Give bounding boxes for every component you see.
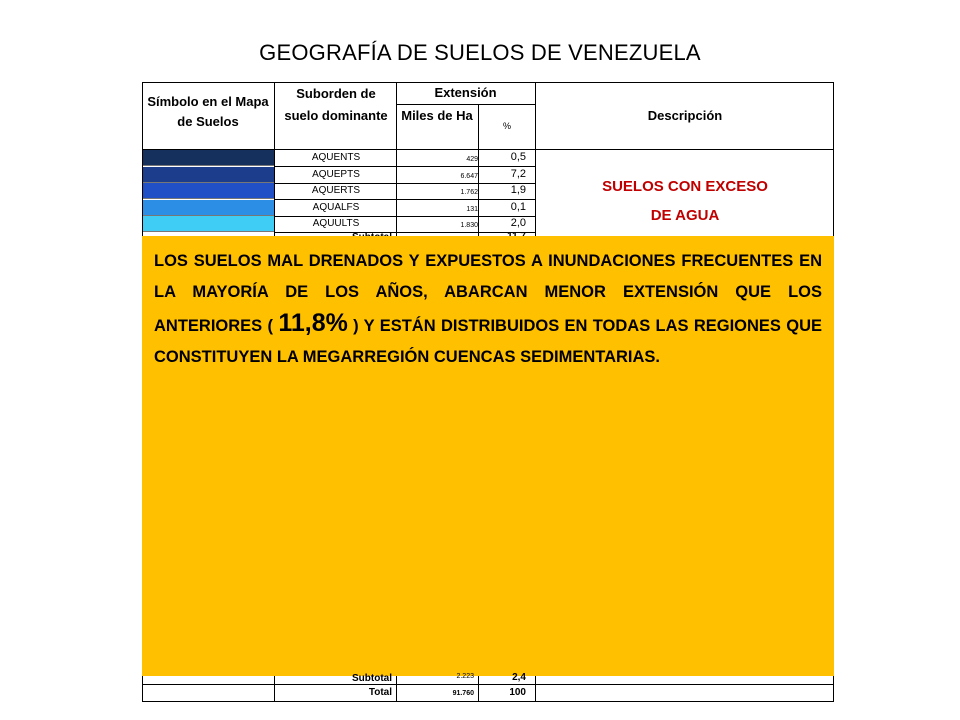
subtotal-label: Subtotal [352,673,392,684]
suborder-cell: AQUEPTS [312,168,360,180]
suborder-cell: AQUALFS [312,201,360,213]
subtotal-percent: 2,4 [512,672,526,683]
legend-swatch [143,200,274,216]
percent-cell: 2,0 [510,217,526,229]
percent-cell: 0,1 [510,200,526,213]
header-suborder: Suborden de suelo dominante [284,86,388,123]
callout-text-start: LOS SUELOS MAL DRENADOS Y EXPUESTOS A INUNDACIONES FRECUENTES EN LA MAYORÍA DE LOS AÑOS, ABARCAN MENOR EXTENSIÓN QUE LOS ANTERIORES ( [154,252,822,335]
header-percent: % [502,121,511,131]
suborder-cell: AQUERTS [311,185,361,196]
table-bottom-line [142,701,834,702]
header-description: Descripción [647,108,723,123]
thousands-ha-cell: 6.647 [460,172,478,180]
legend-swatch [143,216,274,232]
legend-swatch [143,167,274,183]
suborder-cell: AQUULTS [312,218,360,229]
description-line: SUELOS CON EXCESO [602,178,768,195]
header-thousands-ha: Miles de Ha [401,108,473,123]
callout-text [154,246,822,373]
percent-cell: 1,9 [510,184,526,196]
percent-cell: 7,2 [510,167,526,180]
header-symbol: Símbolo en el Mapa de Suelos [147,94,269,129]
callout-box [142,236,834,676]
percent-cell: 0,5 [510,151,526,163]
suborder-cell: AQUENTS [311,152,361,163]
description-cell [536,172,834,230]
total-label: Total [368,687,392,698]
total-value: 91.760 [452,690,474,697]
callout-text-end: ) Y ESTÁN DISTRIBUIDOS EN TODAS LAS REGIONES QUE CONSTITUYEN LA MEGARREGIÓN CUENCAS SEDIMENTARIAS. [154,317,823,366]
callout-highlight: 11,8% [278,309,348,337]
legend-swatch [143,183,274,199]
thousands-ha-cell: 1.830 [460,222,478,229]
total-percent: 100 [509,687,526,698]
thousands-ha-cell: 1.762 [460,189,478,196]
subtotal-value: 2.223 [456,673,474,680]
page-title: GEOGRAFÍA DE SUELOS DE VENEZUELA [259,40,701,65]
thousands-ha-cell: 429 [466,156,478,163]
legend-swatch [143,150,274,166]
description-line: DE AGUA [650,207,720,224]
header-extension: Extensión [434,85,497,100]
thousands-ha-cell: 131 [466,205,478,213]
